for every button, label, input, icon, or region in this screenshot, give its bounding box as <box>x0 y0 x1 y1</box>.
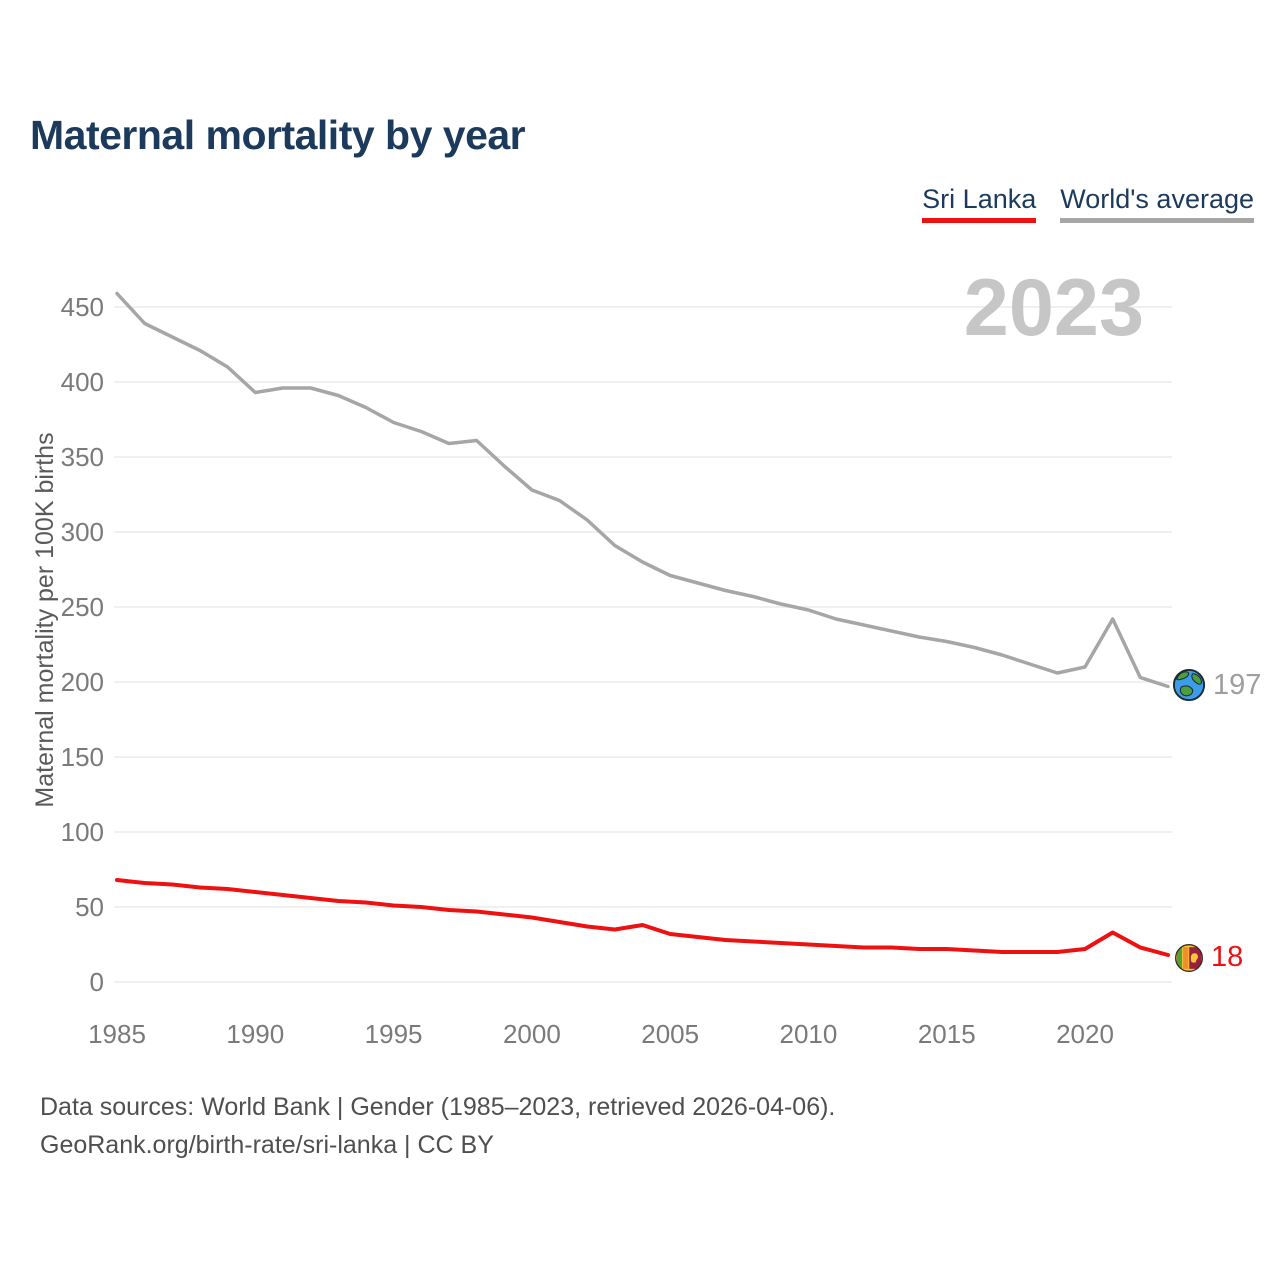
legend-item-sri-lanka[interactable]: Sri Lanka <box>922 184 1036 223</box>
svg-text:2005: 2005 <box>641 1019 700 1049</box>
world-average-end-value: 197 <box>1213 668 1262 701</box>
svg-text:1985: 1985 <box>88 1019 146 1049</box>
svg-text:350: 350 <box>60 442 104 472</box>
y-axis-title: Maternal mortality per 100K births <box>31 432 59 808</box>
legend <box>922 184 1254 223</box>
sri-lanka-end-value: 18 <box>1211 941 1244 973</box>
svg-text:2015: 2015 <box>917 1019 976 1049</box>
svg-text:150: 150 <box>60 742 104 772</box>
attribution-text: GeoRank.org/birth-rate/sri-lanka | CC BY <box>40 1131 494 1159</box>
svg-text:1990: 1990 <box>226 1019 285 1049</box>
y-tick-labels <box>61 292 104 997</box>
svg-text:1995: 1995 <box>364 1019 423 1049</box>
svg-text:300: 300 <box>60 517 104 547</box>
data-sources-text: Data sources: World Bank | Gender (1985–2023, retrieved 2026-04-06). <box>40 1093 836 1121</box>
footer <box>40 1088 835 1164</box>
globe-icon <box>1172 668 1206 702</box>
world-average-end-marker <box>1172 668 1261 702</box>
legend-item-worlds-average[interactable]: World's average <box>1060 184 1254 223</box>
line-sri-lanka <box>117 880 1168 955</box>
page-title: Maternal mortality by year <box>30 112 526 158</box>
year-watermark: 2023 <box>963 263 1144 353</box>
sri-lanka-flag-icon <box>1174 943 1204 973</box>
svg-text:2020: 2020 <box>1056 1019 1114 1049</box>
svg-text:50: 50 <box>75 892 104 922</box>
svg-text:0: 0 <box>89 967 104 997</box>
svg-text:200: 200 <box>60 667 104 697</box>
sri-lanka-end-marker <box>1174 941 1243 974</box>
svg-text:250: 250 <box>60 592 104 622</box>
svg-text:2010: 2010 <box>779 1019 838 1049</box>
gridlines <box>114 307 1172 982</box>
svg-text:400: 400 <box>60 367 104 397</box>
svg-text:100: 100 <box>60 817 104 847</box>
svg-text:450: 450 <box>60 292 104 322</box>
x-tick-labels <box>88 1019 1114 1049</box>
svg-text:2000: 2000 <box>502 1019 561 1049</box>
